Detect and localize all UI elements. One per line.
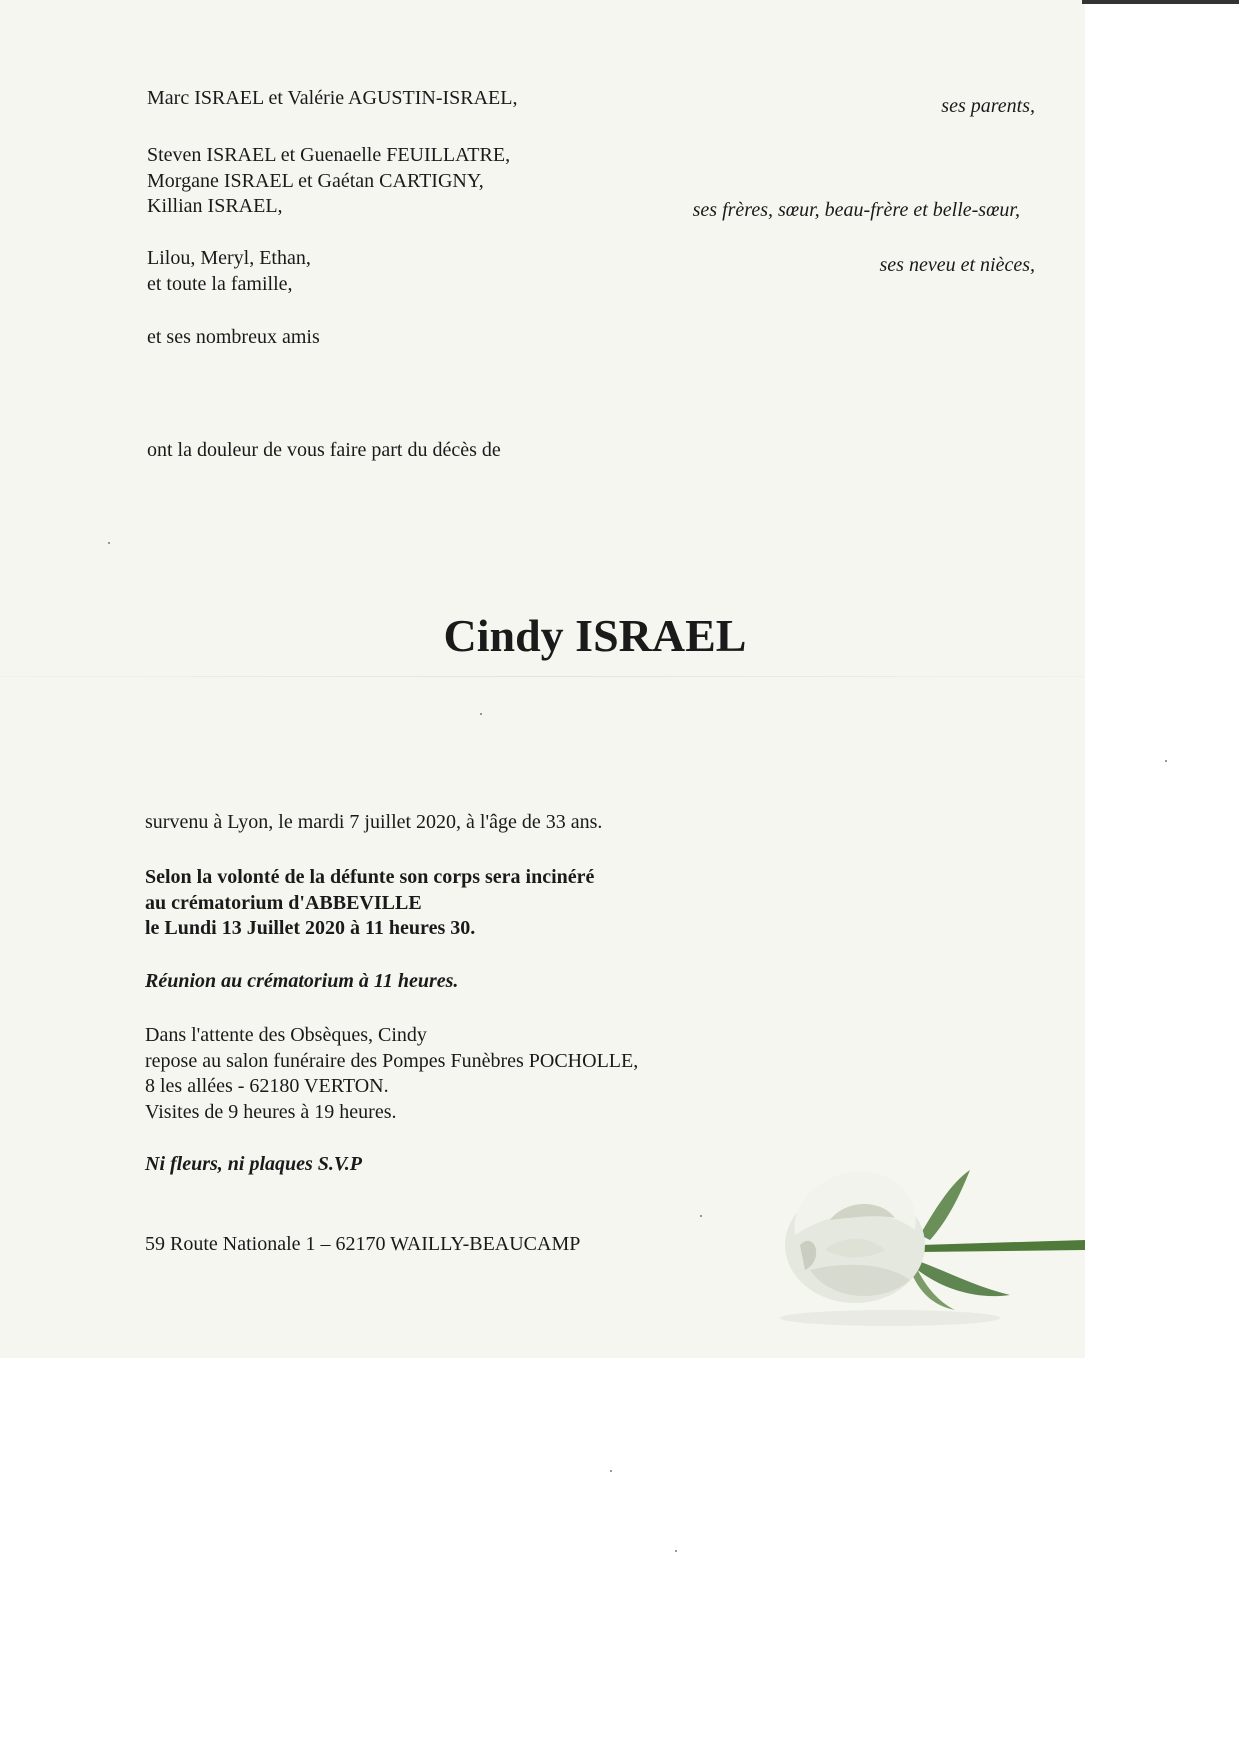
- white-rose-illustration: [770, 1140, 1085, 1330]
- parents-names: Marc ISRAEL et Valérie AGUSTIN-ISRAEL,: [147, 87, 518, 109]
- scan-speck: [610, 1470, 612, 1472]
- cremation-line-2: au crématorium d'ABBEVILLE: [145, 892, 422, 914]
- funeral-home-line-3: 8 les allées - 62180 VERTON.: [145, 1075, 389, 1097]
- sibling-2: Morgane ISRAEL et Gaétan CARTIGNY,: [147, 170, 484, 192]
- fold-line: [0, 676, 1085, 677]
- scan-speck: [700, 1215, 702, 1217]
- parents-role: ses parents,: [941, 95, 1035, 117]
- funeral-home-line-2: repose au salon funéraire des Pompes Funèbres POCHOLLE,: [145, 1050, 639, 1072]
- family-all: et toute la famille,: [147, 273, 293, 295]
- cremation-line-1: Selon la volonté de la défunte son corps sera incinéré: [145, 866, 595, 888]
- funeral-home-line-4: Visites de 9 heures à 19 heures.: [145, 1101, 397, 1123]
- siblings-role: ses frères, sœur, beau-frère et belle-sœur,: [692, 199, 1020, 221]
- friends: et ses nombreux amis: [147, 326, 320, 348]
- cremation-line-3: le Lundi 13 Juillet 2020 à 11 heures 30.: [145, 917, 476, 939]
- sibling-1: Steven ISRAEL et Guenaelle FEUILLATRE,: [147, 144, 511, 166]
- deceased-name: Cindy ISRAEL: [443, 610, 747, 661]
- no-flowers-note: Ni fleurs, ni plaques S.V.P: [145, 1153, 362, 1175]
- death-info: survenu à Lyon, le mardi 7 juillet 2020, à l'âge de 33 ans.: [145, 811, 603, 833]
- scan-speck: [108, 542, 110, 544]
- scan-speck: [1165, 760, 1167, 762]
- address: 59 Route Nationale 1 – 62170 WAILLY-BEAUCAMP: [145, 1233, 581, 1255]
- scan-edge-line: [1082, 0, 1239, 4]
- scan-speck: [675, 1550, 677, 1552]
- nephews-role: ses neveu et nièces,: [879, 254, 1035, 276]
- funeral-home-line-1: Dans l'attente des Obsèques, Cindy: [145, 1024, 427, 1046]
- meeting-info: Réunion au crématorium à 11 heures.: [145, 970, 459, 992]
- nephews: Lilou, Meryl, Ethan,: [147, 247, 311, 269]
- announcement: ont la douleur de vous faire part du décès de: [147, 439, 501, 461]
- scan-speck: [480, 713, 482, 715]
- sibling-3: Killian ISRAEL,: [147, 195, 283, 217]
